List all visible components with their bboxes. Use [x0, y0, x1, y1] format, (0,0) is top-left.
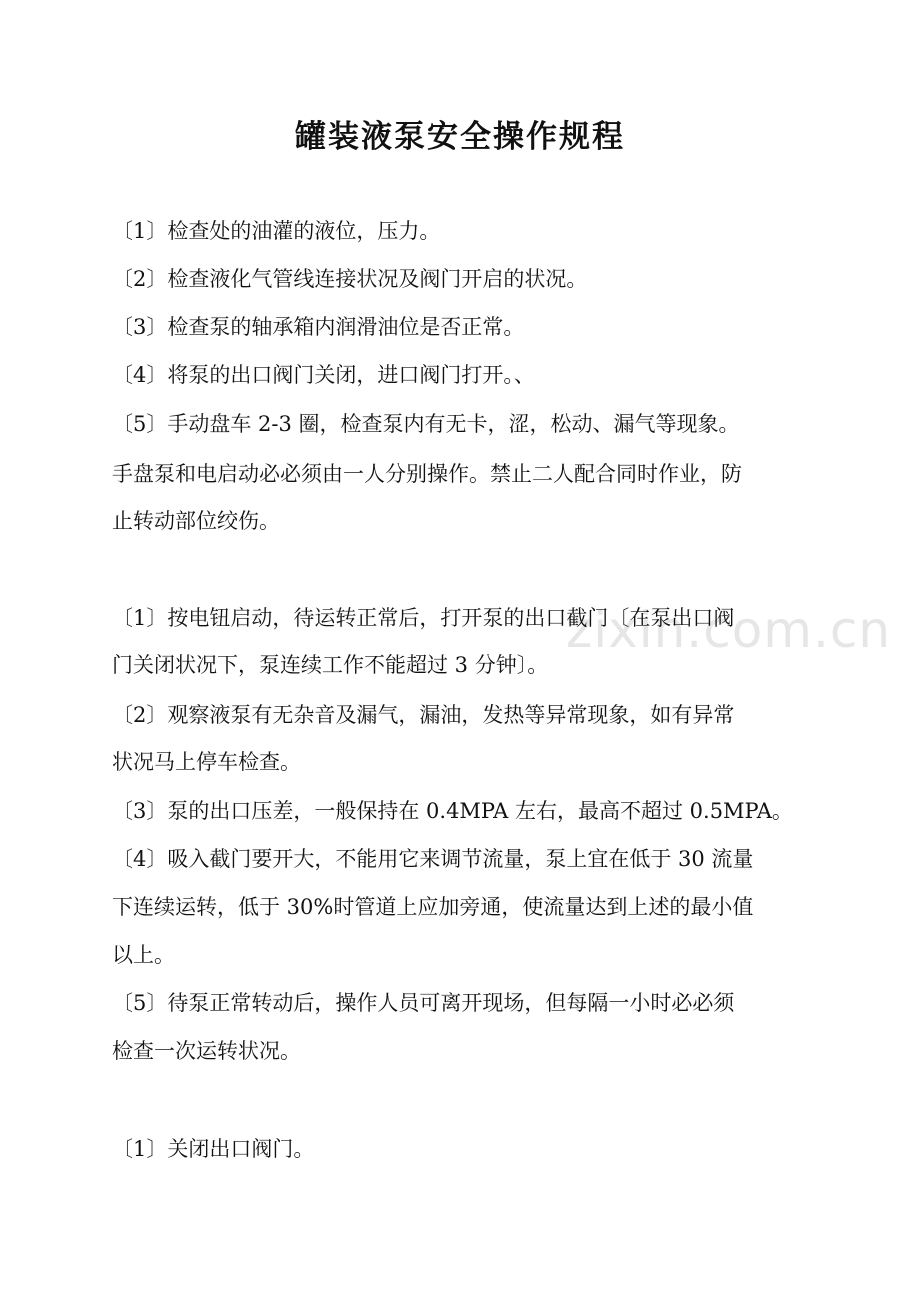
pre-start-item-1: 〔1〕检查处的油灌的液位，压力。 [112, 219, 441, 243]
pre-start-item-3: 〔3〕检查泵的轴承箱内润滑油位是否正常。 [112, 315, 525, 339]
running-item-3: 〔3〕泵的出口压差，一般保持在 0.4MPA 左右，最高不超过 0.5MPA。 [112, 799, 793, 823]
stop-item-1: 〔1〕关闭出口阀门。 [112, 1137, 315, 1161]
running-item-5: 〔5〕待泵正常转动后，操作人员可离开现场，但每隔一小时必必须 [112, 991, 735, 1015]
running-item-4: 〔4〕吸入截门要开大，不能用它来调节流量，泵上宜在低于 30 流量 [112, 847, 754, 871]
running-item-4-cont-1: 下连续运转，低于 30%时管道上应加旁通，使流量达到上述的最小值 [112, 895, 754, 919]
running-item-1-cont: 门关闭状况下，泵连续工作不能超过 3 分钟〕。 [112, 653, 549, 677]
running-item-5-cont: 检查一次运转状况。 [112, 1039, 301, 1063]
watermark: zixin.com.cn [566, 601, 892, 659]
pre-start-item-5: 〔5〕手动盘车 2-3 圈，检查泵内有无卡，涩，松动、漏气等现象。 [112, 412, 740, 436]
running-item-1: 〔1〕按电钮启动，待运转正常后，打开泵的出口截门〔在泵出口阀 [112, 606, 735, 630]
running-item-4-cont-2: 以上。 [112, 943, 175, 967]
pre-start-item-5-cont-1: 手盘泵和电启动必必须由一人分别操作。禁止二人配合同时作业，防 [112, 462, 742, 486]
running-item-2: 〔2〕观察液泵有无杂音及漏气，漏油，发热等异常现象，如有异常 [112, 703, 735, 727]
pre-start-item-5-cont-2: 止转动部位绞伤。 [112, 509, 280, 533]
pre-start-item-4: 〔4〕将泵的出口阀门关闭，进口阀门打开。、 [112, 363, 535, 387]
running-item-2-cont: 状况马上停车检查。 [112, 750, 301, 774]
document-title: 罐装液泵安全操作规程 [295, 119, 625, 155]
pre-start-item-2: 〔2〕检查液化气管线连接状况及阀门开启的状况。 [112, 267, 588, 291]
